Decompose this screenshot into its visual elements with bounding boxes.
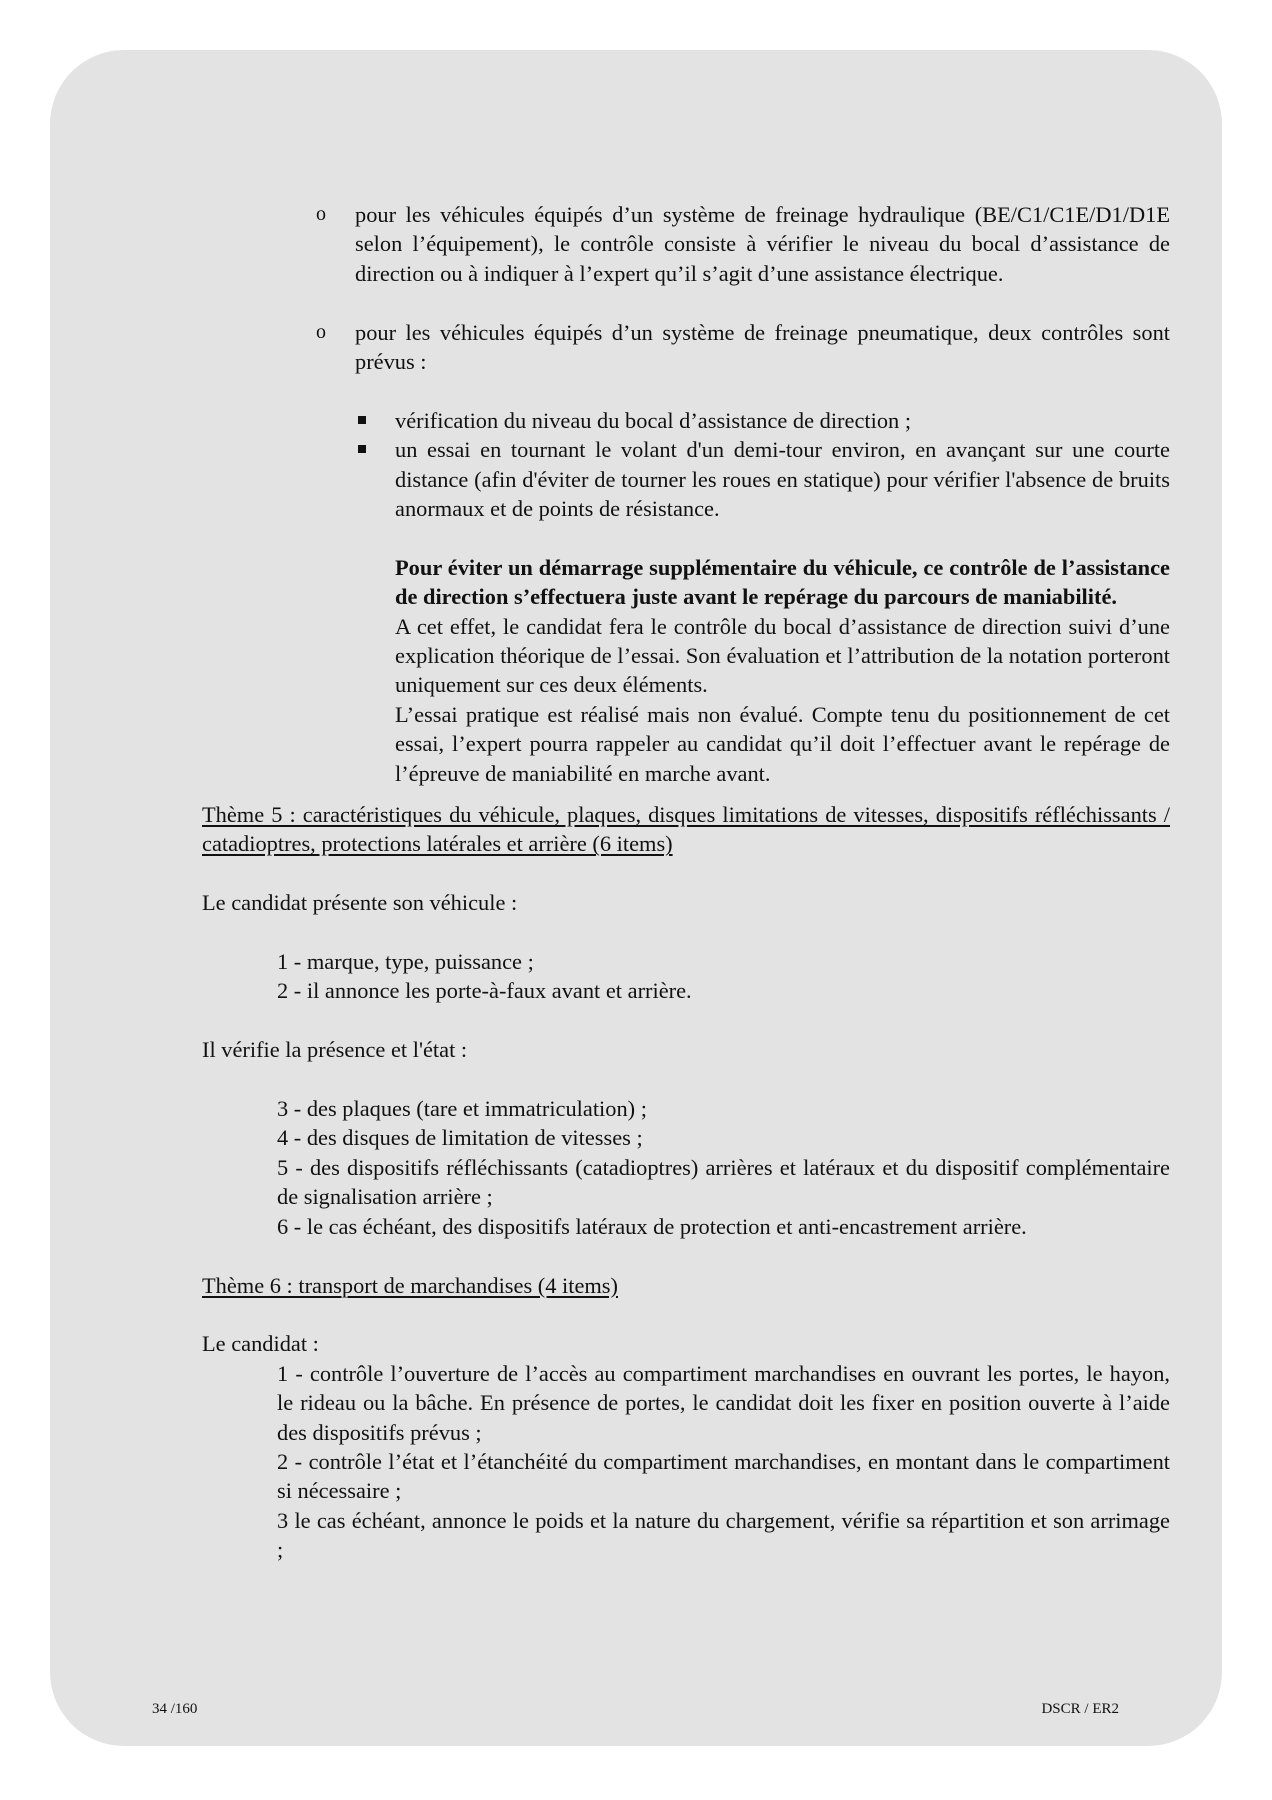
note-paragraph: A cet effet, le candidat fera le contrôle du bocal d’assistance de direction suivi d’une explication théorique de l’essai. Son évaluation et l’attribution de la notation porteront uniquement sur ces deux éléments. [395, 613, 1170, 698]
pneumatic-checks-list [202, 406, 1170, 524]
steering-note-block [202, 553, 1170, 788]
list-item: 3 le cas échéant, annonce le poids et la nature du chargement, vérifie sa répartition et son arrimage ; [277, 1507, 1170, 1563]
document-reference: DSCR / ER2 [1041, 1701, 1119, 1717]
list-item: 5 - des dispositifs réfléchissants (catadioptres) arrières et latéraux et du dispositif complémentaire de signalisation arrière ; [277, 1154, 1170, 1210]
circle-bullet-icon: o [316, 320, 326, 343]
page-number: 34 /160 [152, 1701, 198, 1717]
document-page [50, 50, 1222, 1746]
list-item: 2 - il annonce les porte-à-faux avant et arrière. [277, 978, 692, 1004]
list-item [202, 435, 1170, 523]
section-intro: Le candidat présente son véhicule : [202, 890, 518, 916]
list-item-text: pour les véhicules équipés d’un système de freinage pneumatique, deux contrôles sont prévus : [355, 319, 1170, 375]
circle-bullet-icon: o [316, 203, 326, 225]
section-heading-theme-5: Thème 5 : caractéristiques du véhicule, plaques, disques limitations de vitesses, dispositifs réfléchissants / catadioptres, protections latérales et arrière (6 items) [202, 802, 1170, 857]
list-item-text: un essai en tournant le volant d'un demi-tour environ, en avançant sur une courte distance (afin d'éviter de tourner les roues en statique) pour vérifier l'absence de bruits anormaux et de points de résistance. [395, 437, 1170, 522]
theme-6-list [202, 1359, 1170, 1565]
list-item: 1 - marque, type, puissance ; [277, 949, 534, 975]
section-intro: Le candidat : [202, 1331, 319, 1357]
section-heading-theme-6: Thème 6 : transport de marchandises (4 items) [202, 1272, 618, 1298]
list-item-pneumatic-braking [202, 318, 1170, 377]
list-item: 2 - contrôle l’état et l’étanchéité du compartiment marchandises, en montant dans le compartiment si nécessaire ; [277, 1448, 1170, 1504]
list-item: 1 - contrôle l’ouverture de l’accès au compartiment marchandises en ouvrant les portes, le hayon, le rideau ou la bâche. En présence de portes, le candidat doit les fixer en position ouverte à l’aide des dispositifs prévus ; [277, 1360, 1170, 1445]
square-bullet-icon [358, 416, 366, 424]
theme-5-list-2 [202, 1094, 1170, 1241]
bold-note: Pour éviter un démarrage supplémentaire du véhicule, ce contrôle de l’assistance de direction s’effectuera juste avant le repérage du parcours de maniabilité. [395, 554, 1170, 610]
list-item [202, 406, 1170, 435]
square-bullet-icon [358, 445, 366, 453]
list-item-text: vérification du niveau du bocal d’assistance de direction ; [395, 407, 912, 433]
list-item: 4 - des disques de limitation de vitesses ; [277, 1125, 643, 1151]
note-paragraph: L’essai pratique est réalisé mais non évalué. Compte tenu du positionnement de cet essai, l’expert pourra rappeler au candidat qu’il doit l’effectuer avant le repérage de l’épreuve de maniabilité en marche avant. [395, 701, 1170, 786]
list-item-hydraulic-braking [202, 200, 1170, 288]
page-content [202, 200, 1170, 1565]
section-intro: Il vérifie la présence et l'état : [202, 1037, 468, 1063]
list-item-text: pour les véhicules équipés d’un système de freinage hydraulique (BE/C1/C1E/D1/D1E selon l’équipement), le contrôle consiste à vérifier le niveau du bocal d’assistance de direction ou à indiquer à l’expert qu’il s’agit d’une assistance électrique. [355, 202, 1170, 286]
theme-5-list-1 [202, 947, 1170, 1006]
list-item: 3 - des plaques (tare et immatriculation) ; [277, 1096, 647, 1122]
list-item: 6 - le cas échéant, des dispositifs latéraux de protection et anti-encastrement arrière. [277, 1213, 1027, 1239]
